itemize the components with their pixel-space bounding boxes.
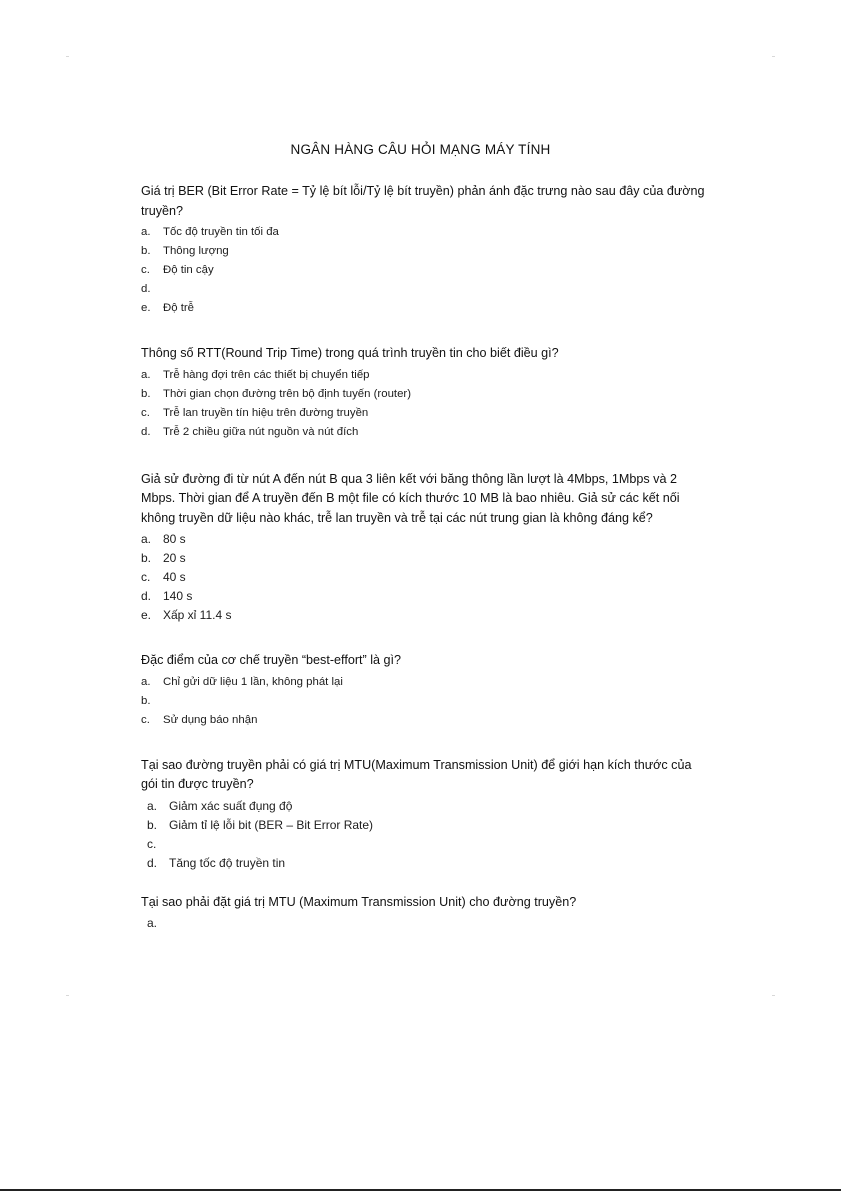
option-list <box>141 673 711 730</box>
option-a <box>141 797 711 816</box>
option-letter: e. <box>141 302 151 314</box>
option-c <box>141 568 711 587</box>
option-text: Chỉ gửi dữ liệu 1 lần, không phát lại <box>163 675 343 688</box>
option-text: Trễ 2 chiều giữa nút nguồn và nút đích <box>163 425 359 438</box>
option-letter: c. <box>141 406 150 419</box>
option-letter: e. <box>141 608 152 622</box>
option-letter: d. <box>141 283 151 295</box>
option-b <box>141 549 711 568</box>
option-a <box>141 366 711 385</box>
option-text: Độ trễ <box>163 302 195 314</box>
scan-mark <box>772 56 775 57</box>
option-text: Độ tin cậy <box>163 264 214 276</box>
option-letter: d. <box>147 855 158 870</box>
option-text: Trễ hàng đợi trên các thiết bị chuyển tiếp <box>163 368 370 381</box>
option-b <box>141 692 711 711</box>
question-text: Tại sao phải đặt giá trị MTU (Maximum Transmission Unit) cho đường truyền? <box>141 894 577 909</box>
option-text: Giảm tỉ lệ lỗi bit (BER – Bit Error Rate) <box>169 817 374 832</box>
option-a <box>141 914 711 933</box>
option-text: 140 s <box>163 589 193 603</box>
option-e <box>141 606 711 625</box>
question-text: Giá trị BER (Bit Error Rate = Tỷ lệ bít lỗi/Tỷ lệ bít truyền) phản ánh đặc trưng nào sau đây của đường truyền? <box>141 184 705 218</box>
option-text: Giảm xác suất đụng độ <box>169 798 293 813</box>
option-letter: b. <box>147 817 158 832</box>
option-letter: b. <box>141 245 151 257</box>
option-list <box>141 530 711 625</box>
option-text: Xấp xỉ 11.4 s <box>163 608 232 622</box>
option-letter: a. <box>141 532 152 546</box>
option-text: 40 s <box>163 570 186 584</box>
option-a <box>141 530 711 549</box>
option-letter: a. <box>141 226 151 238</box>
option-letter: c. <box>147 836 157 851</box>
option-text: Thông lượng <box>163 245 229 257</box>
option-letter: c. <box>141 570 151 584</box>
option-d <box>141 280 711 299</box>
option-list <box>141 223 711 318</box>
page-title: NGÂN HÀNG CÂU HỎI MẠNG MÁY TÍNH <box>290 142 551 157</box>
option-letter: b. <box>141 551 152 565</box>
option-letter: b. <box>141 387 151 400</box>
question-1 <box>141 182 711 318</box>
option-list <box>141 366 711 442</box>
option-letter: a. <box>147 916 158 930</box>
question-5 <box>141 756 711 873</box>
option-d <box>141 423 711 442</box>
question-2 <box>141 344 711 442</box>
question-text: Thông số RTT(Round Trip Time) trong quá trình truyền tin cho biết điều gì? <box>141 346 559 360</box>
question-text: Đặc điểm của cơ chế truyền “best-effort” là gì? <box>141 653 402 667</box>
scan-mark <box>66 995 69 996</box>
option-d <box>141 587 711 606</box>
option-text: Sử dụng báo nhận <box>163 713 258 726</box>
option-letter: a. <box>141 675 151 688</box>
option-letter: a. <box>141 368 151 381</box>
option-text: Thời gian chọn đường trên bộ định tuyến (router) <box>163 387 411 400</box>
option-c <box>141 404 711 423</box>
option-c <box>141 711 711 730</box>
question-4 <box>141 651 711 730</box>
option-c <box>141 835 711 854</box>
option-list <box>141 914 711 933</box>
question-3 <box>141 470 711 626</box>
option-text: Tăng tốc độ truyền tin <box>169 855 286 870</box>
option-text: Tốc độ truyền tin tối đa <box>163 226 279 238</box>
option-text: 20 s <box>163 551 186 565</box>
option-letter: d. <box>141 425 151 438</box>
option-c <box>141 261 711 280</box>
option-letter: c. <box>141 264 150 276</box>
question-list <box>141 182 711 959</box>
option-a <box>141 673 711 692</box>
option-letter: b. <box>141 694 151 707</box>
option-text: Trễ lan truyền tín hiệu trên đường truyền <box>163 406 369 419</box>
question-text: Giả sử đường đi từ nút A đến nút B qua 3 liên kết với băng thông lần lượt là 4Mbps, 1Mbps và 2 Mbps. Thời gian để A truyền đến B một file có kích thước 10 MB là bao nhiêu. Giả sử các kết nối không truyền dữ liệu nào khác, trễ lan truyền và trễ tại các nút trung gian là không đáng kể? <box>141 471 680 525</box>
option-letter: c. <box>141 713 150 726</box>
scan-mark <box>772 995 775 996</box>
option-d <box>141 854 711 873</box>
question-6 <box>141 893 711 934</box>
option-e <box>141 299 711 318</box>
scan-mark <box>66 56 69 57</box>
option-list <box>141 797 711 873</box>
option-letter: a. <box>147 798 158 813</box>
option-b <box>141 385 711 404</box>
question-text: Tại sao đường truyền phải có giá trị MTU(Maximum Transmission Unit) để giới hạn kích thước của gói tin được truyền? <box>141 757 692 791</box>
option-b <box>141 816 711 835</box>
option-b <box>141 242 711 261</box>
option-letter: d. <box>141 589 152 603</box>
option-text: 80 s <box>163 532 186 546</box>
option-a <box>141 223 711 242</box>
